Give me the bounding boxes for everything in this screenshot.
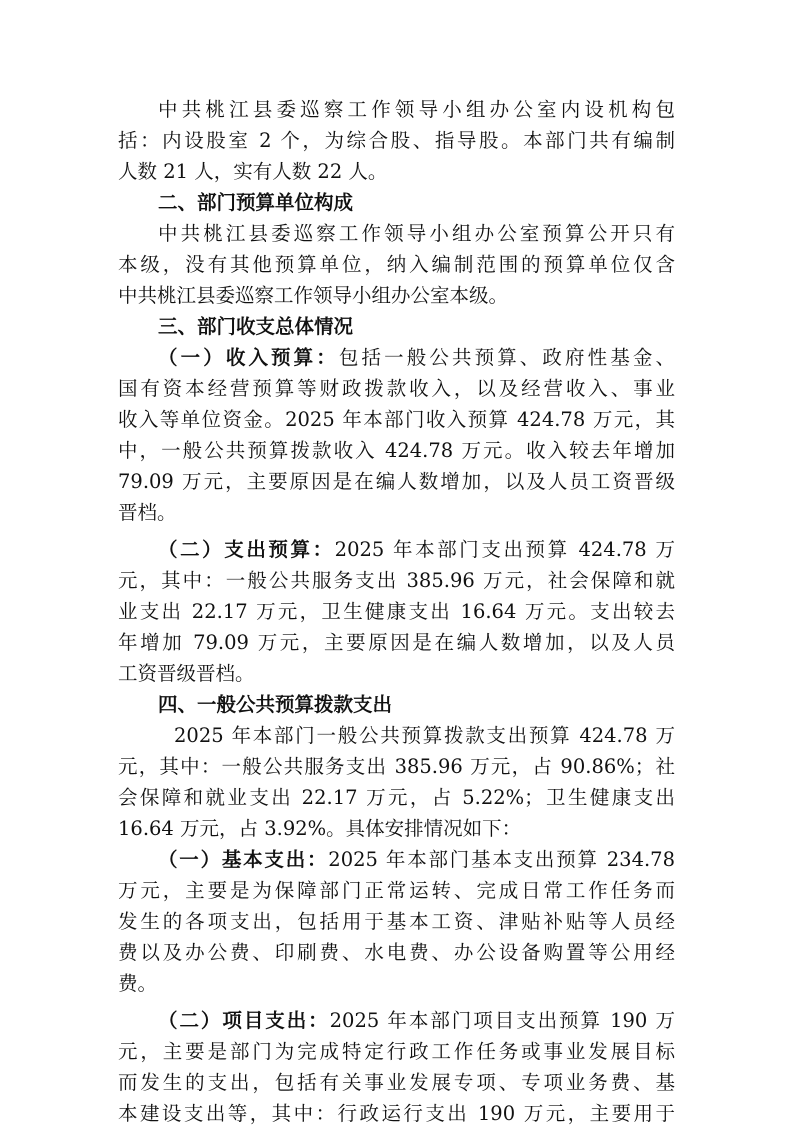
text-line: 业支出 22.17 万元，卫生健康支出 16.64 万元。支出较去 [118,600,675,623]
paragraph-project-expenditure [118,1005,675,1129]
text-line: 年增加 79.09 万元，主要原因是在编人数增加，以及人员 [118,631,675,654]
text-line: 费。 [118,972,158,995]
text-run: 包括一般公共预算、政府性基金、 [338,346,675,369]
text-run: 2025 年本部门支出预算 424.78 万 [334,538,675,561]
text-line: 中共桃江县委巡察工作领导小组办公室预算公开只有 [158,222,675,245]
paragraph-lead: （一）收入预算： [158,346,339,369]
text-line: 而发生的支出，包括有关事业发展专项、专项业务费、基 [118,1071,675,1094]
text-line: 元，主要是部门为完成特定行政工作任务或事业发展目标 [118,1040,675,1063]
text-run: 2025 年本部门项目支出预算 190 万 [329,1009,675,1032]
paragraph-lead: （一）基本支出： [158,848,329,871]
text-line: 中，一般公共预算拨款收入 424.78 万元。收入较去年增加 [118,439,675,462]
section-heading-budget-units: 二、部门预算单位构成 [158,191,354,214]
section-heading-general-budget-expenditure: 四、一般公共预算拨款支出 [158,693,393,716]
text-line: 费以及办公费、印刷费、水电费、办公设备购置等公用经 [118,941,675,964]
paragraph-internal-structure [118,94,675,187]
text-line: 本建设支出等，其中：行政运行支出 190 万元，主要用于 [118,1102,675,1125]
text-line: 会保障和就业支出 22.17 万元，占 5.22%；卫生健康支出 [118,786,675,809]
text-line [118,844,675,875]
paragraph-expenditure-budget [118,534,675,689]
paragraph-basic-expenditure [118,844,675,999]
text-line: 2025 年本部门一般公共预算拨款支出预算 424.78 万 [174,724,675,747]
paragraph-general-budget-expenditure [118,720,675,844]
section-heading-revenue-expenditure: 三、部门收支总体情况 [158,315,354,338]
text-line [118,342,675,373]
text-line: 中共桃江县委巡察工作领导小组办公室内设机构包 [158,98,675,121]
text-line: 国有资本经营预算等财政拨款收入，以及经营收入、事业 [118,377,675,400]
text-line: 中共桃江县委巡察工作领导小组办公室本级。 [118,284,509,307]
text-line: 收入等单位资金。2025 年本部门收入预算 424.78 万元，其 [118,408,675,431]
paragraph-lead: （二）项目支出： [158,1009,330,1032]
text-line: 人数 21 人，实有人数 22 人。 [118,160,388,183]
paragraph-budget-units [118,218,675,311]
text-line: 发生的各项支出，包括用于基本工资、津贴补贴等人员经 [118,910,675,933]
text-line: 16.64 万元，占 3.92%。具体安排情况如下： [118,817,522,840]
paragraph-revenue-budget [118,342,675,528]
text-line: 元，其中：一般公共服务支出 385.96 万元，占 90.86%；社 [118,755,675,778]
paragraph-lead: （二）支出预算： [158,538,335,561]
text-run: 2025 年本部门基本支出预算 234.78 [328,848,675,871]
text-line: 本级，没有其他预算单位，纳入编制范围的预算单位仅含 [118,253,675,276]
text-line: 括：内设股室 2 个，为综合股、指导股。本部门共有编制 [118,129,675,152]
text-line: 晋档。 [118,501,177,524]
text-line: 79.09 万元，主要原因是在编人数增加，以及人员工资晋级 [118,470,675,493]
text-line: 工资晋级晋档。 [118,662,255,685]
text-line [118,1005,675,1036]
text-line: 万元，主要是为保障部门正常运转、完成日常工作任务而 [118,879,675,902]
text-line [118,534,675,565]
text-line: 元，其中：一般公共服务支出 385.96 万元，社会保障和就 [118,569,675,592]
